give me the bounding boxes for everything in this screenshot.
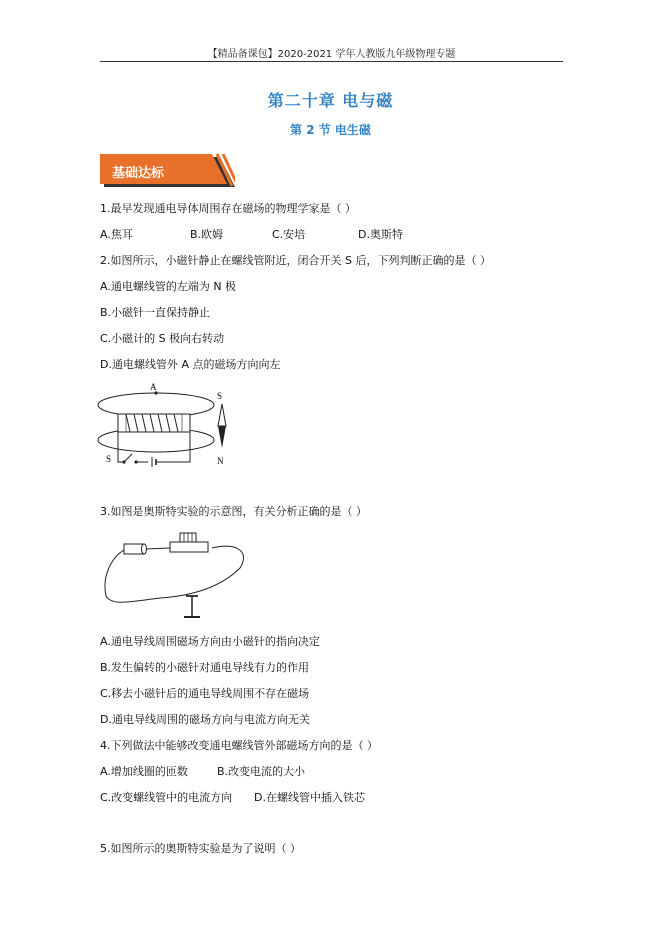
q2-option-b: B.小磁针一直保持静止 — [100, 306, 211, 319]
switch-label: S — [106, 454, 112, 464]
needle-s-label: S — [217, 391, 223, 401]
badge-label: 基础达标 — [112, 166, 165, 181]
q1-option-a: A.焦耳 — [100, 228, 133, 241]
q4-option-d: D.在螺线管中插入铁芯 — [254, 791, 365, 804]
compass-needle-figure — [210, 390, 234, 470]
question-3-stem: 3.如图是奥斯特实验的示意图，有关分析正确的是（ ） — [100, 505, 367, 518]
q1-option-c: C.安培 — [272, 228, 306, 241]
q2-option-a: A.通电螺线管的左端为 N 极 — [100, 280, 237, 293]
question-2-stem: 2.如图所示，小磁针静止在螺线管附近，闭合开关 S 后，下列判断正确的是（ ） — [100, 254, 491, 267]
chapter-title: 第二十章 电与磁 — [267, 91, 394, 110]
point-a-label: A — [150, 382, 157, 392]
q3-option-a: A.通电导线周围磁场方向由小磁针的指向决定 — [100, 635, 320, 648]
q3-option-b: B.发生偏转的小磁针对通电导线有力的作用 — [100, 661, 310, 674]
q1-option-b: B.欧姆 — [190, 228, 224, 241]
question-1-stem: 1.最早发现通电导体周围存在磁场的物理学家是（ ） — [100, 202, 356, 215]
q2-option-d: D.通电螺线管外 A 点的磁场方向向左 — [100, 358, 281, 371]
q4-option-b: B.改变电流的大小 — [217, 765, 306, 778]
oersted-figure — [100, 528, 250, 628]
question-4-stem: 4.下列做法中能够改变通电螺线管外部磁场方向的是（ ） — [100, 739, 378, 752]
q3-option-d: D.通电导线周围的磁场方向与电流方向无关 — [100, 713, 310, 726]
q4-option-a: A.增加线圈的匝数 — [100, 765, 188, 778]
q4-option-c: C.改变螺线管中的电流方向 — [100, 791, 233, 804]
q3-option-c: C.移去小磁针后的通电导线周围不存在磁场 — [100, 687, 310, 700]
section-title: 第 2 节 电生磁 — [290, 123, 371, 137]
question-5-stem: 5.如图所示的奥斯特实验是为了说明（ ） — [100, 842, 301, 855]
q1-option-d: D.奥斯特 — [358, 228, 403, 241]
page-header: 【精品备课包】2020-2021 学年人教版九年级物理专题 — [207, 49, 456, 60]
header-rule — [100, 61, 563, 62]
needle-n-label: N — [217, 456, 224, 466]
q2-option-c: C.小磁计的 S 极向右转动 — [100, 332, 225, 345]
